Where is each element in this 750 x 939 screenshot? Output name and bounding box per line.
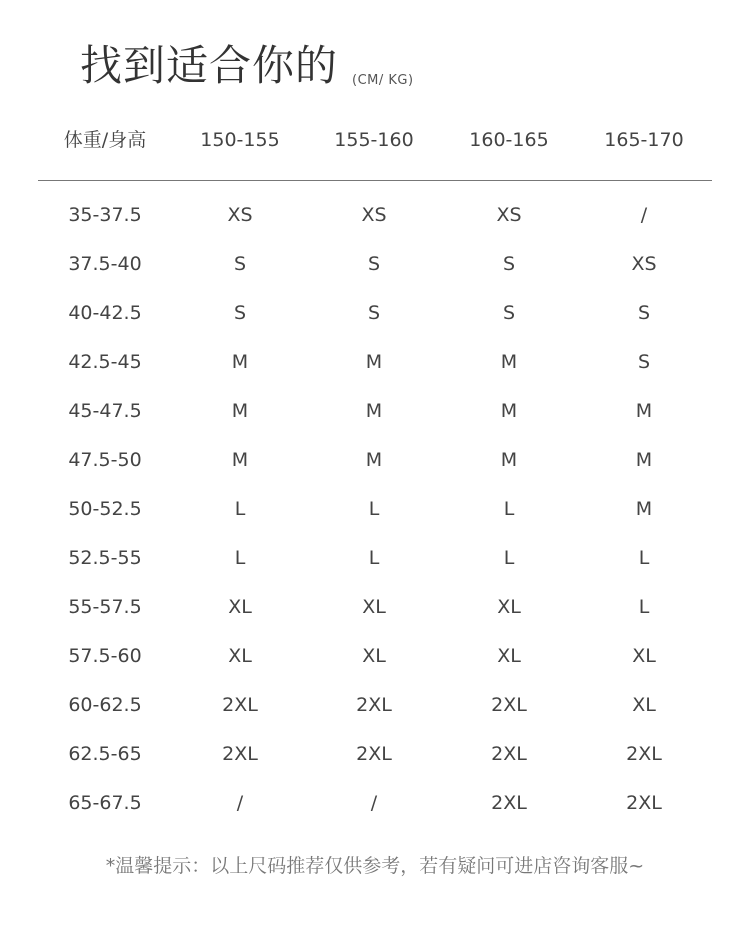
size-tip-note: *温馨提示：以上尺码推荐仅供参考，若有疑问可进店咨询客服~ <box>105 855 645 877</box>
header-height-160-165: 160-165 <box>469 129 549 151</box>
size-cell: S <box>502 253 516 275</box>
size-cell: XS <box>361 204 387 226</box>
size-cell: 2XL <box>356 743 392 765</box>
size-cell: S <box>502 302 516 324</box>
table-row <box>38 240 712 289</box>
size-cell: L <box>638 596 650 618</box>
table-row <box>38 730 712 779</box>
size-cell: S <box>637 302 651 324</box>
size-cell: M <box>231 449 249 471</box>
table-row <box>38 387 712 436</box>
header-height-165-170: 165-170 <box>604 129 684 151</box>
size-cell: / <box>236 792 244 814</box>
size-cell: L <box>503 547 515 569</box>
size-cell: M <box>500 400 518 422</box>
weight-range-cell: 47.5-50 <box>68 449 142 471</box>
size-cell: XL <box>632 694 656 716</box>
table-row <box>38 338 712 387</box>
weight-range-cell: 60-62.5 <box>68 694 142 716</box>
weight-range-cell: 42.5-45 <box>68 351 142 373</box>
size-cell: M <box>500 449 518 471</box>
header-height-150-155: 150-155 <box>200 129 280 151</box>
size-cell: 2XL <box>491 694 527 716</box>
weight-range-cell: 55-57.5 <box>68 596 142 618</box>
size-cell: S <box>233 302 247 324</box>
size-cell: S <box>367 302 381 324</box>
weight-range-cell: 45-47.5 <box>68 400 142 422</box>
size-cell: XL <box>497 596 521 618</box>
size-cell: L <box>368 498 380 520</box>
size-cell: 2XL <box>491 792 527 814</box>
size-cell: XL <box>362 596 386 618</box>
table-row <box>38 289 712 338</box>
size-cell: S <box>233 253 247 275</box>
header-height-155-160: 155-160 <box>334 129 414 151</box>
size-cell: / <box>370 792 378 814</box>
size-cell: M <box>500 351 518 373</box>
size-cell: 2XL <box>626 792 662 814</box>
weight-range-cell: 62.5-65 <box>68 743 142 765</box>
size-cell: XL <box>228 596 252 618</box>
size-cell: M <box>635 498 653 520</box>
table-row <box>38 191 712 240</box>
size-cell: S <box>637 351 651 373</box>
unit-label: (CM/ KG) <box>352 73 414 88</box>
header-weight-height: 体重/身高 <box>63 129 147 151</box>
size-cell: M <box>231 400 249 422</box>
size-cell: XS <box>227 204 253 226</box>
size-cell: L <box>368 547 380 569</box>
size-cell: M <box>635 400 653 422</box>
page-title: 找到适合你的 <box>80 41 339 90</box>
header-divider <box>38 180 712 181</box>
size-cell: M <box>231 351 249 373</box>
size-cell: M <box>365 449 383 471</box>
size-cell: 2XL <box>491 743 527 765</box>
size-cell: L <box>638 547 650 569</box>
table-row <box>38 632 712 681</box>
table-header-row <box>38 118 712 162</box>
table-row <box>38 583 712 632</box>
table-row <box>38 681 712 730</box>
size-cell: / <box>640 204 648 226</box>
size-cell: 2XL <box>222 694 258 716</box>
weight-range-cell: 57.5-60 <box>68 645 142 667</box>
size-cell: XS <box>496 204 522 226</box>
size-cell: 2XL <box>626 743 662 765</box>
weight-range-cell: 37.5-40 <box>68 253 142 275</box>
table-row <box>38 485 712 534</box>
weight-range-cell: 40-42.5 <box>68 302 142 324</box>
table-row <box>38 436 712 485</box>
size-cell: XL <box>362 645 386 667</box>
size-cell: L <box>234 498 246 520</box>
size-cell: M <box>635 449 653 471</box>
title-block <box>80 38 414 94</box>
table-row <box>38 779 712 828</box>
size-cell: 2XL <box>222 743 258 765</box>
size-cell: XL <box>632 645 656 667</box>
table-row <box>38 534 712 583</box>
size-cell: XL <box>228 645 252 667</box>
size-table-body <box>38 191 712 828</box>
size-cell: XL <box>497 645 521 667</box>
weight-range-cell: 52.5-55 <box>68 547 142 569</box>
size-cell: L <box>503 498 515 520</box>
size-cell: 2XL <box>356 694 392 716</box>
size-cell: XS <box>631 253 657 275</box>
weight-range-cell: 50-52.5 <box>68 498 142 520</box>
size-cell: M <box>365 400 383 422</box>
size-cell: L <box>234 547 246 569</box>
weight-range-cell: 35-37.5 <box>68 204 142 226</box>
size-cell: M <box>365 351 383 373</box>
weight-range-cell: 65-67.5 <box>68 792 142 814</box>
size-cell: S <box>367 253 381 275</box>
